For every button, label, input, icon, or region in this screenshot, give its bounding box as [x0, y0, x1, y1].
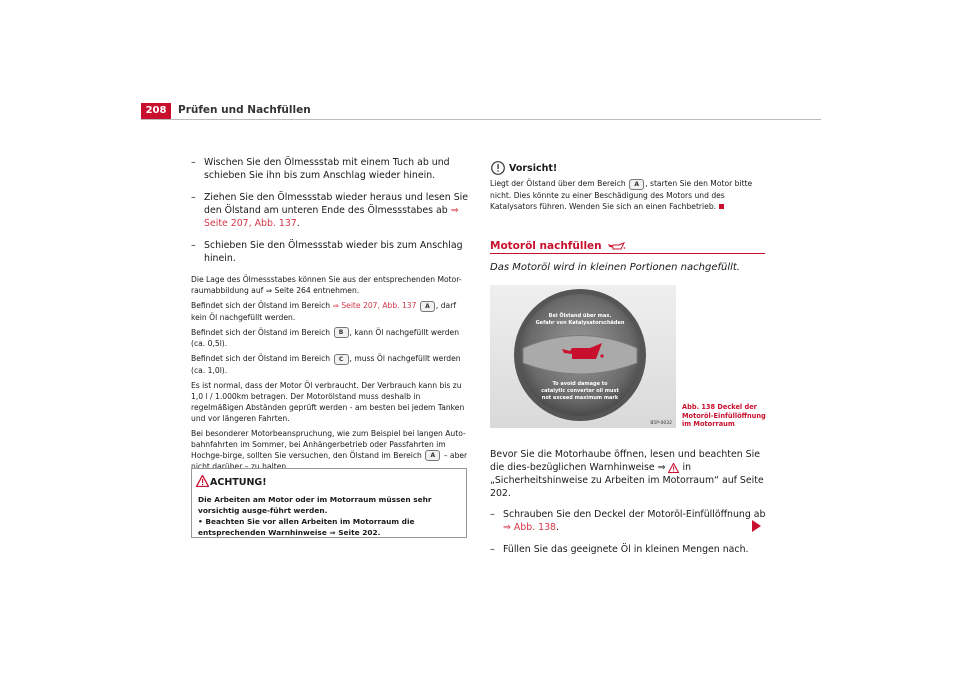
list-item-text: Schieben Sie den Ölmessstab wieder bis zum Anschlag hinein.	[204, 240, 463, 264]
warning-line: Die Arbeiten am Motor oder im Motorraum müssen sehr vorsichtig ausge-führt werden.	[198, 495, 432, 515]
caution-circle-icon	[491, 161, 505, 175]
paragraph-text: Befindet sich der Ölstand im Bereich	[191, 301, 331, 310]
cross-ref-link[interactable]: Seite 207, Abb. 137	[341, 301, 417, 310]
chapter-title: Prüfen und Nachfüllen	[178, 104, 311, 116]
arrow-ref: ⇒	[450, 205, 459, 216]
cap-text-en-3: not exceed maximum mark	[541, 395, 619, 401]
paragraph	[191, 327, 469, 350]
warning-text	[198, 494, 460, 538]
cap-text-de-2: Gefahr von Katalysatorschäden	[535, 320, 625, 326]
paragraph	[191, 274, 469, 296]
warning-line-text: Beachten Sie vor allen Arbeiten im Motorraum die entsprechenden Warnhinweise	[198, 517, 415, 537]
paragraph-text: in „Sicherheitshinweise zu Arbeiten im Motorraum“ auf Seite 202.	[490, 462, 764, 499]
paragraph	[191, 353, 469, 376]
header-rule	[141, 119, 821, 120]
warning-triangle-icon	[668, 463, 679, 473]
arrow-ref: ⇒	[332, 301, 339, 310]
warning-box	[191, 468, 467, 538]
list-item	[191, 191, 469, 230]
list-dash: –	[191, 240, 196, 251]
paragraph	[191, 380, 469, 424]
paragraph-text: , kann Öl nachgefüllt werden (ca. 0,5l).	[191, 327, 460, 348]
paragraph-text: – aber nicht darüber – zu halten.	[191, 450, 468, 471]
paragraph-text: Bevor Sie die Motorhaube öffnen, lesen und beachten Sie die dies-bezüglichen Warnhinweise	[490, 449, 760, 473]
paragraph-text: , darf kein Öl nachgefüllt werden.	[191, 301, 457, 322]
cross-ref-link[interactable]: Seite 207, Abb. 137	[204, 218, 297, 229]
list-dash: –	[490, 509, 495, 520]
list-item-text: Füllen Sie das geeignete Öl in kleinen Mengen nach.	[503, 544, 749, 555]
cap-text-de-1: Bei Ölstand über max.	[548, 313, 612, 319]
list-dash: –	[490, 544, 495, 555]
zone-badge: A	[629, 179, 644, 190]
left-column	[191, 156, 469, 476]
cap-text-en-2: catalytic converter oil must	[541, 388, 619, 394]
right-body	[490, 448, 768, 565]
caution-title: Vorsicht!	[509, 163, 558, 174]
section-rule	[490, 253, 765, 254]
list-item-text: Schrauben Sie den Deckel der Motoröl-Einfüllöffnung ab	[503, 509, 766, 520]
zone-badge: A	[420, 301, 435, 312]
paragraph-text: Die Lage des Ölmessstabes können Sie aus der entsprechenden Motor-raumabbildung auf	[191, 275, 462, 295]
page-number: 208	[141, 103, 171, 119]
list-item	[490, 508, 768, 534]
figure-caption: Abb. 138 Deckel der Motoröl-Einfüllöffnung im Motorraum	[682, 403, 766, 428]
section-intro: Das Motoröl wird in kleinen Portionen nachgefüllt.	[490, 262, 740, 273]
arrow-ref: ⇒	[657, 462, 666, 473]
zone-badge: B	[334, 327, 349, 338]
list-dash: –	[191, 192, 196, 203]
next-page-arrow-icon[interactable]	[752, 520, 761, 532]
paragraph-text: Befindet sich der Ölstand im Bereich	[191, 354, 331, 363]
paragraph-text: Befindet sich der Ölstand im Bereich	[191, 327, 331, 337]
warning-line	[198, 516, 460, 538]
paragraph-text: Es ist normal, dass der Motor Öl verbraucht. Der Verbrauch kann bis zu 1,0 l / 1.000km betragen. Der Motorölstand muss deshalb in regelmäßigen Abständen geprüft werden - am besten bei jedem Tanken und vor längeren Fahrten.	[191, 380, 465, 423]
bullet: •	[198, 517, 203, 526]
list-item-text: Wischen Sie den Ölmessstab mit einem Tuch ab und schieben Sie ihn bis zum Anschlag wieder hinein.	[204, 157, 450, 181]
warning-triangle-icon	[196, 475, 209, 487]
list-dash: –	[191, 157, 196, 168]
list-item	[191, 156, 469, 182]
paragraph-text: Seite 264 entnehmen.	[274, 286, 360, 295]
zone-badge: C	[334, 354, 349, 365]
paragraph	[191, 428, 469, 473]
list-item	[191, 239, 469, 265]
arrow-ref: ⇒	[265, 286, 273, 295]
arrow-ref: ⇒	[503, 522, 511, 533]
end-square-icon	[719, 204, 724, 209]
caution-text	[490, 178, 768, 212]
list-item-punct: .	[296, 218, 300, 229]
paragraph-text: , starten Sie den Motor bitte nicht. Dies könnte zu einer Beschädigung des Motors und des Katalysators führen. Wenden Sie sich an einen Fachbetrieb.	[490, 179, 753, 211]
section-title-text: Motoröl nachfüllen	[490, 240, 602, 252]
list-item-text: Ziehen Sie den Ölmessstab wieder heraus und lesen Sie den Ölstand am unteren Ende des Ölmessstabes ab	[204, 192, 469, 216]
arrow-ref: ⇒	[329, 528, 336, 537]
zone-badge: A	[425, 450, 440, 461]
paragraph-text: , muss Öl nachgefüllt werden (ca. 1,0l).	[191, 354, 461, 375]
section-title	[490, 240, 626, 252]
figure-code: B5P-0032	[650, 421, 672, 426]
paragraph-text: Bei besonderer Motorbeanspruchung, wie zum Beispiel bei langen Auto-bahnfahrten im Sommer, bei Anhängerbetrieb oder Passfahrten im Hochge-birge, sollten Sie versuchen, den Ölstand im Bereich	[191, 428, 466, 460]
paragraph-text: Liegt der Ölstand über dem Bereich	[490, 179, 626, 188]
cap-text-en-1: To avoid damage to	[552, 381, 608, 387]
warning-title: ACHTUNG!	[210, 477, 267, 488]
list-item-punct: .	[556, 522, 559, 533]
oil-can-icon	[608, 242, 626, 251]
figure-oil-cap	[490, 285, 676, 428]
warning-line-text: Seite 202.	[338, 528, 381, 537]
paragraph	[191, 300, 469, 323]
list-item	[490, 543, 768, 556]
cross-ref-link[interactable]: Abb. 138	[513, 522, 557, 533]
oil-cap-illustration	[490, 285, 676, 428]
paragraph	[490, 448, 768, 500]
